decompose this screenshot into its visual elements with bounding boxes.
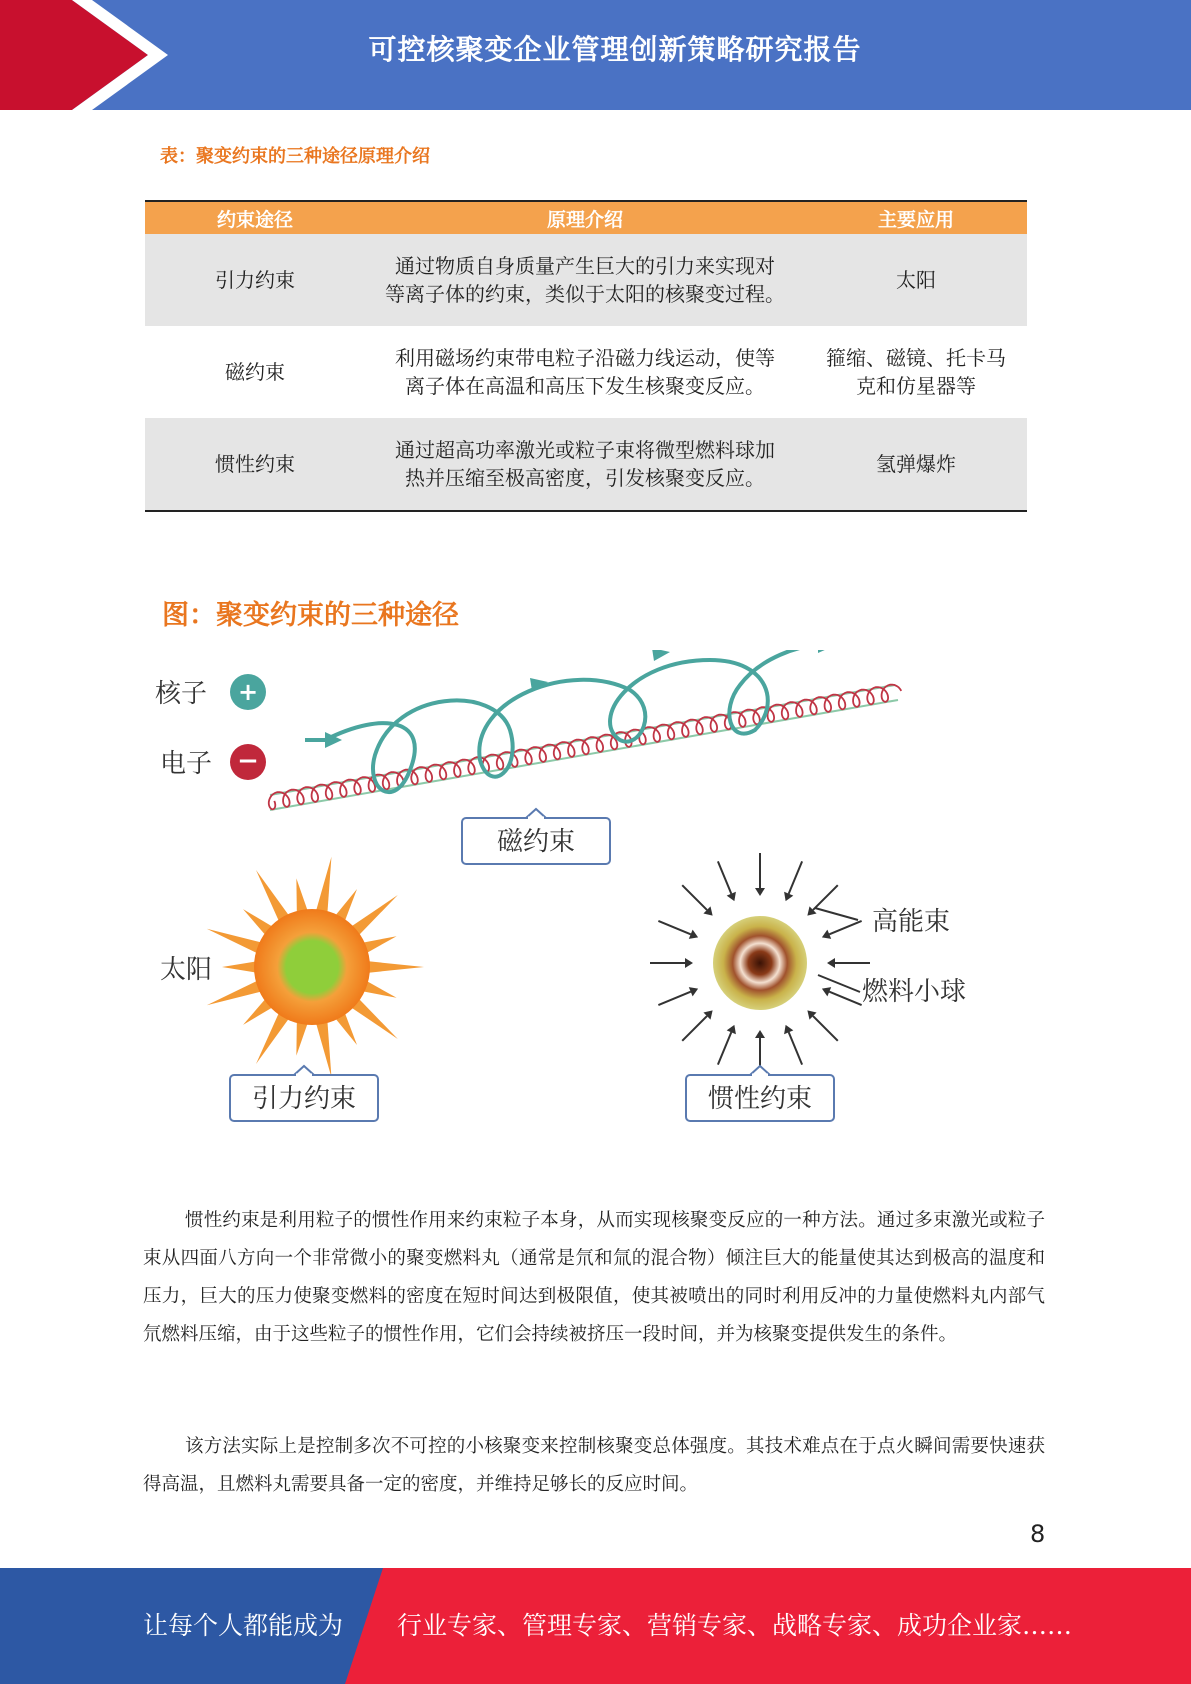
- principle-line: 利用磁场约束带电粒子沿磁力线运动，使等: [395, 346, 775, 370]
- beam-arrow: [789, 861, 802, 893]
- footer-slogan-left: 让每个人都能成为: [143, 1611, 344, 1640]
- cell-application: [805, 344, 1027, 400]
- beam-arrow: [813, 885, 838, 910]
- header-application: 主要应用: [877, 208, 954, 231]
- header-principle: 原理介绍: [546, 208, 623, 231]
- figure-caption: 图：聚变约束的三种途径: [162, 600, 459, 631]
- magnetic-confinement-illustration: [155, 650, 901, 864]
- cell-application: [805, 450, 1027, 478]
- table-bottom-rule: [145, 510, 1027, 512]
- beam-arrow: [829, 921, 861, 934]
- cell-principle: [365, 436, 805, 492]
- beam-arrow: [789, 1032, 802, 1064]
- beam-arrow-head: [685, 958, 693, 968]
- electron-label: 电子: [160, 749, 213, 779]
- cell-method: 惯性约束: [215, 452, 295, 476]
- beam-arrow: [829, 992, 861, 1005]
- table-row: [145, 326, 1027, 418]
- magnetic-label: 磁约束: [496, 827, 576, 857]
- beam-arrow: [658, 921, 690, 934]
- page-header: [0, 0, 1191, 110]
- beam-arrow: [658, 992, 690, 1005]
- svg-text:+: +: [237, 678, 259, 706]
- gravity-confinement-illustration: [160, 857, 424, 1121]
- principle-line: 通过超高功率激光或粒子束将微型燃料球加: [395, 438, 775, 462]
- sun-ray: [315, 1017, 332, 1078]
- beam-arrow-head: [755, 888, 765, 896]
- report-title: 可控核聚变企业管理创新策略研究报告: [368, 33, 862, 66]
- cell-application: [805, 266, 1027, 294]
- page-number: 8: [1030, 1520, 1046, 1548]
- body-paragraph: 惯性约束是利用粒子的惯性作用来约束粒子本身，从而实现核聚变反应的一种方法。通过多束激光或粒子束从四面八方向一个非常微小的聚变燃料丸（通常是氘和氚的混合物）倾注巨大的能量使其达到极高的温度和压力，巨大的压力使聚变燃料的密度在短时间达到极限值，使其被喷出的同时利用反冲的力量使燃料丸内部气氘燃料压缩，由于这些粒子的惯性作用，它们会持续被挤压一段时间，并为核聚变提供发生的条件。: [143, 1210, 1045, 1345]
- footer-slogan-right: 行业专家、管理专家、营销专家、战略专家、成功企业家……: [397, 1611, 1073, 1640]
- application-line: 氢弹爆炸: [876, 452, 956, 476]
- table-row: [145, 418, 1027, 510]
- confinement-table: [145, 200, 1027, 512]
- sun-ray: [315, 857, 332, 918]
- principle-line: 热并压缩至极高密度，引发核聚变反应。: [405, 466, 765, 490]
- beam-arrow: [813, 1016, 838, 1041]
- gravity-label: 引力约束: [251, 1084, 357, 1114]
- table-row: [145, 234, 1027, 326]
- cell-method: 磁约束: [225, 360, 285, 384]
- nucleon-label: 核子: [155, 679, 208, 709]
- sun-ray: [364, 961, 424, 973]
- electron-spiral: [269, 685, 902, 810]
- high-energy-beam-label: 高能束: [872, 907, 951, 937]
- svg-text:−: −: [237, 746, 259, 776]
- application-line: 箍缩、磁镜、托卡马: [826, 346, 1006, 370]
- table-header-row: [145, 200, 1027, 234]
- cell-principle: [365, 252, 805, 308]
- header-method: 约束途径: [216, 208, 293, 231]
- sun-icon: [254, 909, 370, 1025]
- table-caption: 表：聚变约束的三种途径原理介绍: [160, 146, 430, 167]
- principle-line: 离子体在高温和高压下发生核聚变反应。: [405, 374, 765, 398]
- confinement-diagram: [150, 650, 1010, 1130]
- fuel-pellet-icon: [713, 916, 807, 1010]
- cell-method: 引力约束: [215, 268, 295, 292]
- page-footer: [0, 1568, 1191, 1684]
- fuel-pellet-label: 燃料小球: [862, 977, 967, 1007]
- principle-line: 等离子体的约束，类似于太阳的核聚变过程。: [385, 282, 785, 306]
- sun-label: 太阳: [160, 955, 213, 985]
- nucleon-trajectory: [305, 650, 820, 792]
- beam-arrow: [682, 1016, 707, 1041]
- beam-arrow: [718, 861, 731, 893]
- body-paragraph: 该方法实际上是控制多次不可控的小核聚变来控制核聚变总体强度。其技术难点在于点火瞬间需要快速获得高温，且燃料丸需要具备一定的密度，并维持足够长的反应时间。: [143, 1436, 1045, 1495]
- principle-line: 通过物质自身质量产生巨大的引力来实现对: [395, 254, 775, 278]
- application-line: 太阳: [896, 268, 936, 292]
- beam-arrow: [718, 1032, 731, 1064]
- beam-arrow: [682, 885, 707, 910]
- beam-arrow-head: [755, 1030, 765, 1038]
- inertial-confinement-illustration: [650, 853, 966, 1121]
- inertial-label: 惯性约束: [707, 1084, 813, 1114]
- beam-arrow-head: [827, 958, 835, 968]
- cell-principle: [365, 344, 805, 400]
- application-line: 克和仿星器等: [856, 374, 976, 398]
